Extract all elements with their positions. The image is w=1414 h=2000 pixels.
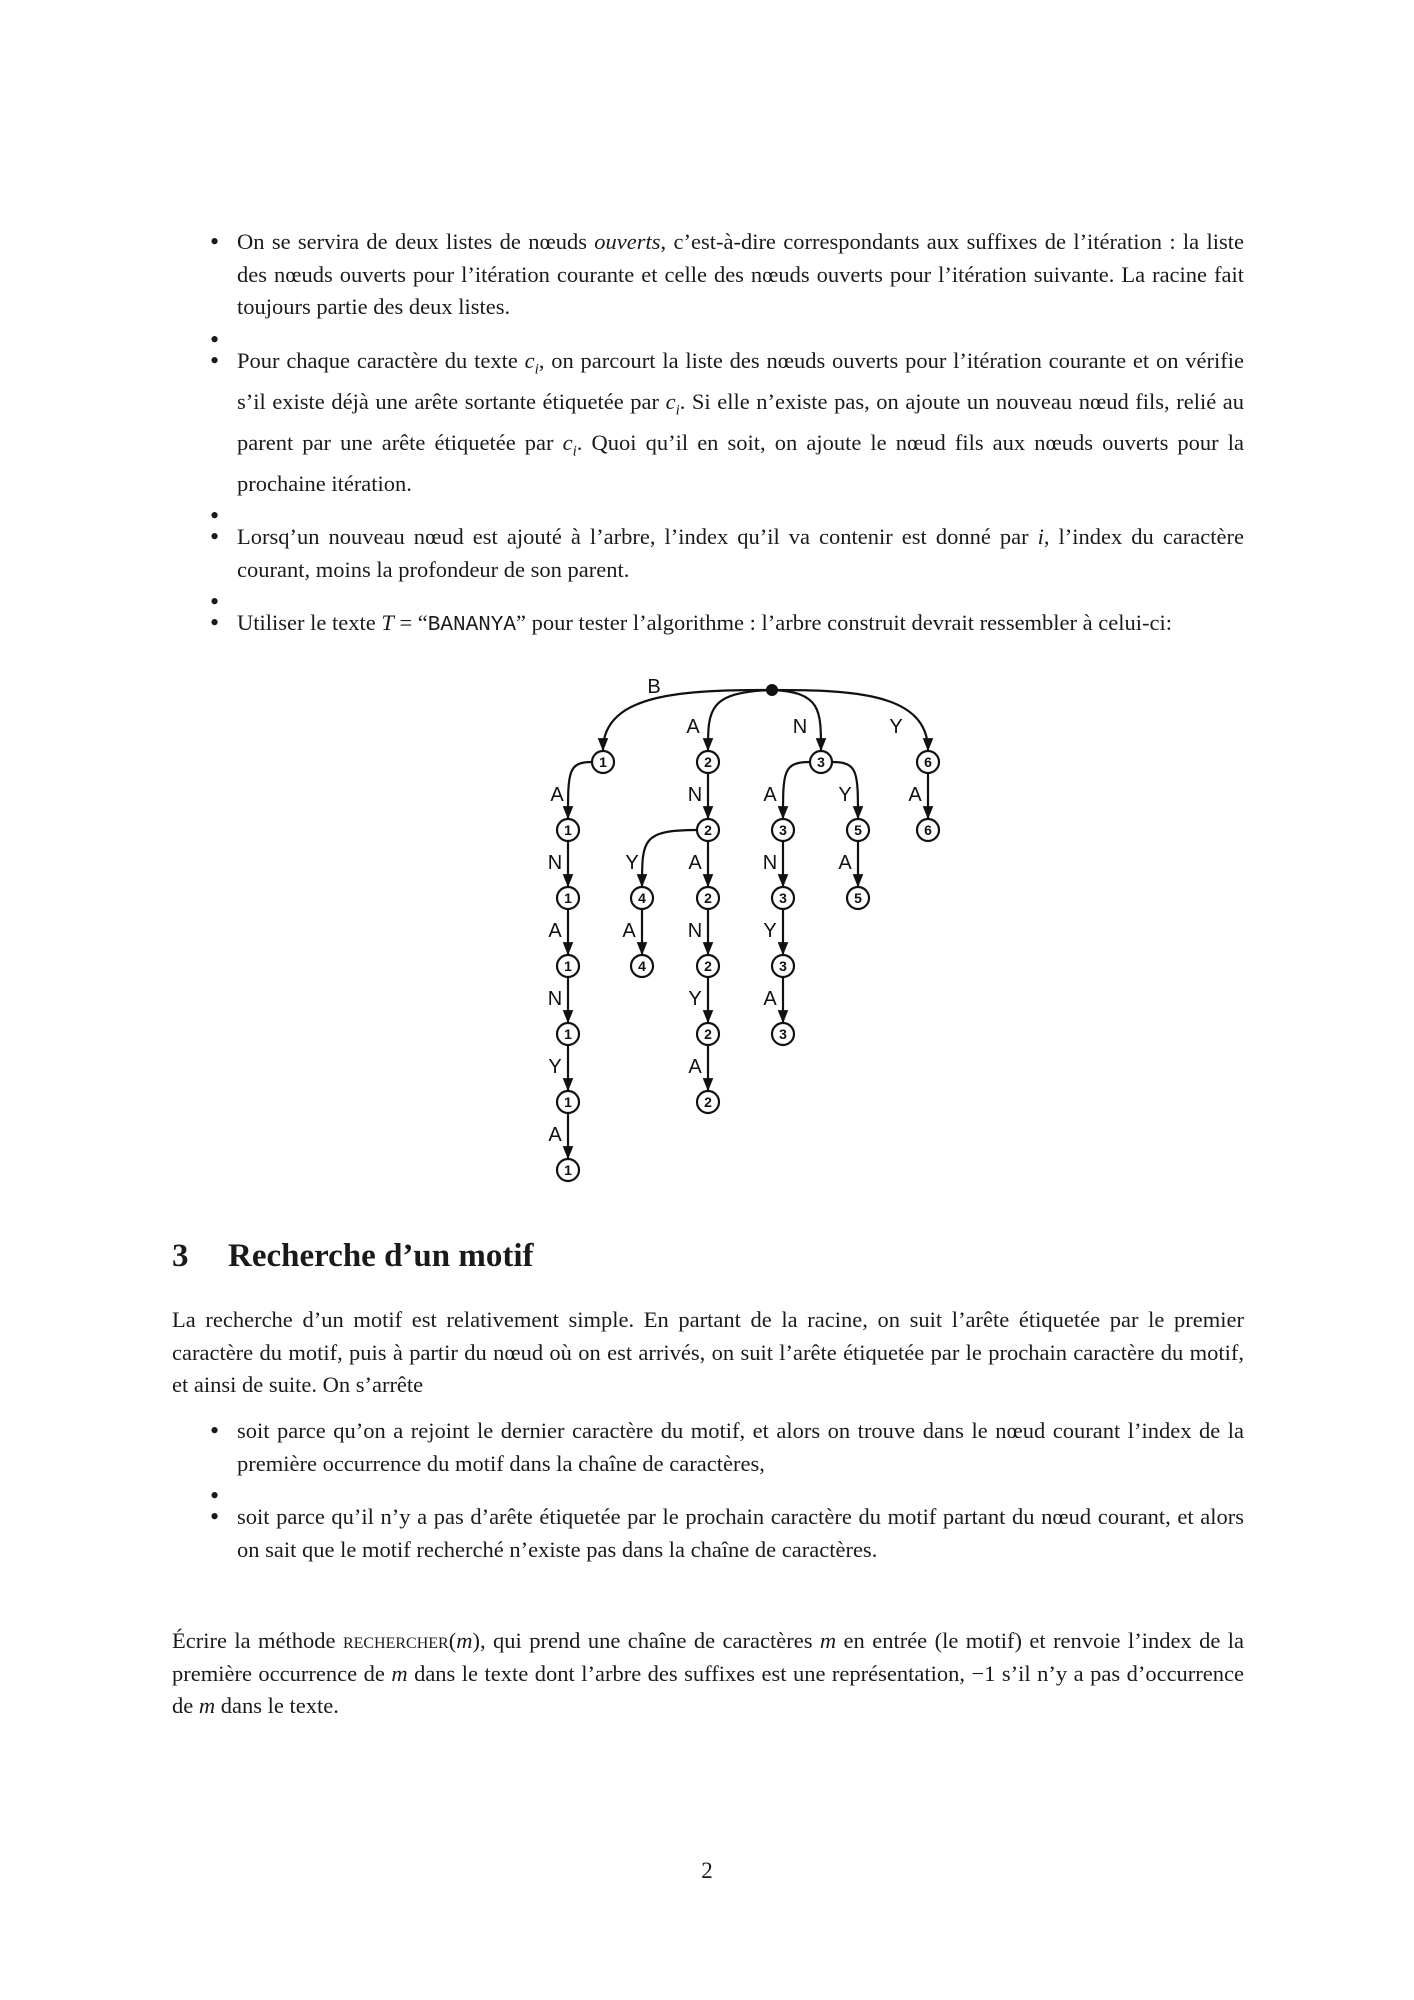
text-run: , l’index du caractère courant, moins la profondeur de son parent. <box>237 524 1244 582</box>
tree-node-index: 3 <box>779 890 787 906</box>
emphasis-text: i <box>1037 524 1044 549</box>
text-run: . Quoi qu’il en soit, on ajoute le nœud fils aux nœuds ouverts pour la prochaine itération. <box>237 429 1244 496</box>
stop-condition-item <box>172 1501 1244 1566</box>
text-run: Écrire la méthode <box>172 1628 343 1653</box>
tree-node-index: 1 <box>564 890 572 906</box>
root-node <box>766 684 778 696</box>
edge-label: A <box>908 784 922 806</box>
edge-label: A <box>548 920 562 942</box>
stop-condition-text: soit parce qu’on a rejoint le dernier caractère du motif, et alors on trouve dans le nœud courant l’index de la première occurrence du motif dans la chaîne de caractères, <box>237 1418 1244 1476</box>
intro-paragraph <box>172 1304 1244 1402</box>
math-var: m <box>391 1660 408 1686</box>
list-spacer <box>172 1480 1244 1501</box>
subscript: i <box>534 361 539 377</box>
tree-node-index: 3 <box>817 754 825 770</box>
bottom-bullet-list-container <box>172 1415 1244 1566</box>
math-var: m <box>819 1628 837 1653</box>
intro-paragraph-text: La recherche d’un motif est relativement simple. En partant de la racine, on suit l’arête étiquetée par le premier caractère du motif, puis à partir du nœud où on est arrivés, on suit l’arête étiquetée par le prochain caractère du motif, et ainsi de suite. On s’arrête <box>172 1307 1244 1397</box>
edge-label: Y <box>838 784 852 806</box>
tree-node-index: 1 <box>564 1026 572 1042</box>
tree-node-index: 3 <box>779 958 787 974</box>
tree-edge-arrow <box>568 762 592 818</box>
edge-label: Y <box>763 920 777 942</box>
tree-node-index: 1 <box>564 1094 572 1110</box>
emphasis-text: ouverts <box>594 229 661 254</box>
tree-node-index: 5 <box>854 822 862 838</box>
tree-node-index: 4 <box>638 958 646 974</box>
subscript: i <box>572 443 577 459</box>
text-run: dans le texte dont l’arbre des suffixes est une représentation, −1 s’il n’y a pas d’occurrence de <box>172 1660 1244 1718</box>
tree-nodes <box>557 684 939 1181</box>
section-heading <box>172 1236 534 1276</box>
tree-node-index: 2 <box>704 890 712 906</box>
edge-label: Y <box>548 1056 562 1078</box>
subscript: i <box>675 402 680 418</box>
emphasis-text: c <box>524 347 535 373</box>
tree-edge-arrow <box>708 690 772 750</box>
page-number: 2 <box>701 1858 713 1883</box>
tree-node-index: 4 <box>638 890 646 906</box>
method-name: rechercher <box>342 1628 449 1653</box>
tree-node-index: 2 <box>704 754 712 770</box>
text-run: dans le texte. <box>215 1693 339 1718</box>
text-run: = “ <box>393 610 428 635</box>
edge-label: Y <box>688 988 702 1010</box>
section-title: Recherche d’un motif <box>228 1238 534 1274</box>
edge-label: A <box>688 1056 702 1078</box>
text-run: ( <box>448 1628 457 1653</box>
stop-conditions-list <box>172 1415 1244 1566</box>
text-run: Lorsq’un nouveau nœud est ajouté à l’arbre, l’index qu’il va contenir est donné par <box>237 524 1038 549</box>
tree-node-index: 6 <box>924 822 932 838</box>
math-var: m <box>198 1693 216 1718</box>
edge-label: N <box>792 716 808 738</box>
tree-node-index: 3 <box>779 822 787 838</box>
section-number: 3 <box>172 1238 189 1274</box>
edge-label: A <box>548 1124 562 1146</box>
tree-node-index: 6 <box>924 754 932 770</box>
tree-node-index: 2 <box>704 1094 712 1110</box>
edge-label: A <box>763 784 777 806</box>
tree-node-index: 1 <box>564 822 572 838</box>
tree-node-index: 1 <box>564 1162 572 1178</box>
edge-label: A <box>838 852 852 874</box>
code-literal: BANANYA <box>427 614 516 637</box>
tree-node-index: 5 <box>854 890 862 906</box>
text-run: ), qui prend une chaîne de caractères <box>472 1628 820 1653</box>
text-run: , c’est-à-dire correspondants aux suffixes de l’itération : la liste des nœuds ouverts pour l’itération courante et celle des nœuds ouverts pour l’itération suivante. La racine fait toujours partie des deux listes. <box>237 229 1244 319</box>
text-run: On se servira de deux listes de nœuds <box>237 229 595 254</box>
emphasis-text: c <box>562 429 573 455</box>
edge-label: A <box>763 988 777 1010</box>
tree-node-index: 2 <box>704 1026 712 1042</box>
edge-label: A <box>688 852 702 874</box>
tree-edge-arrow <box>783 762 810 818</box>
edge-label: Y <box>625 852 639 874</box>
tree-node-index: 3 <box>779 1026 787 1042</box>
tree-node-index: 2 <box>704 822 712 838</box>
text-run: ” pour tester l’algorithme : l’arbre construit devrait ressembler à celui-ci: <box>516 610 1172 635</box>
text-run: , on parcourt la liste des nœuds ouverts pour l’itération courante et on vérifie s’il existe déjà une arête sortante étiquetée par <box>237 347 1244 414</box>
edge-label: N <box>762 852 778 874</box>
final-paragraph <box>172 1625 1244 1723</box>
edge-label: N <box>547 852 563 874</box>
text-run: Pour chaque caractère du texte <box>237 347 525 373</box>
tree-node-index: 2 <box>704 958 712 974</box>
text-run: en entrée (le motif) et renvoie l’index de la première occurrence de <box>172 1628 1245 1686</box>
edge-label: A <box>686 716 700 738</box>
tree-node-index: 1 <box>564 958 572 974</box>
edge-label: Y <box>889 716 903 738</box>
edge-label: N <box>687 920 703 942</box>
emphasis-text: T <box>381 610 394 635</box>
stop-condition-text: soit parce qu’il n’y a pas d’arête étiquetée par le prochain caractère du motif partant du nœud courant, et alors on sait que le motif recherché n’existe pas dans la chaîne de caractères. <box>237 1504 1244 1562</box>
edge-label: A <box>622 920 636 942</box>
edge-label: N <box>687 784 703 806</box>
text-run: Utiliser le texte <box>237 610 382 635</box>
math-var: m <box>456 1628 473 1653</box>
emphasis-text: c <box>665 388 676 414</box>
tree-node-index: 1 <box>599 754 607 770</box>
edge-label: N <box>547 988 563 1010</box>
edge-label: B <box>647 676 661 698</box>
stop-condition-item <box>172 1415 1244 1480</box>
text-run: . Si elle n’existe pas, on ajoute un nouveau nœud fils, relié au parent par une arête étiquetée par <box>237 388 1244 455</box>
edge-label: A <box>550 784 564 806</box>
